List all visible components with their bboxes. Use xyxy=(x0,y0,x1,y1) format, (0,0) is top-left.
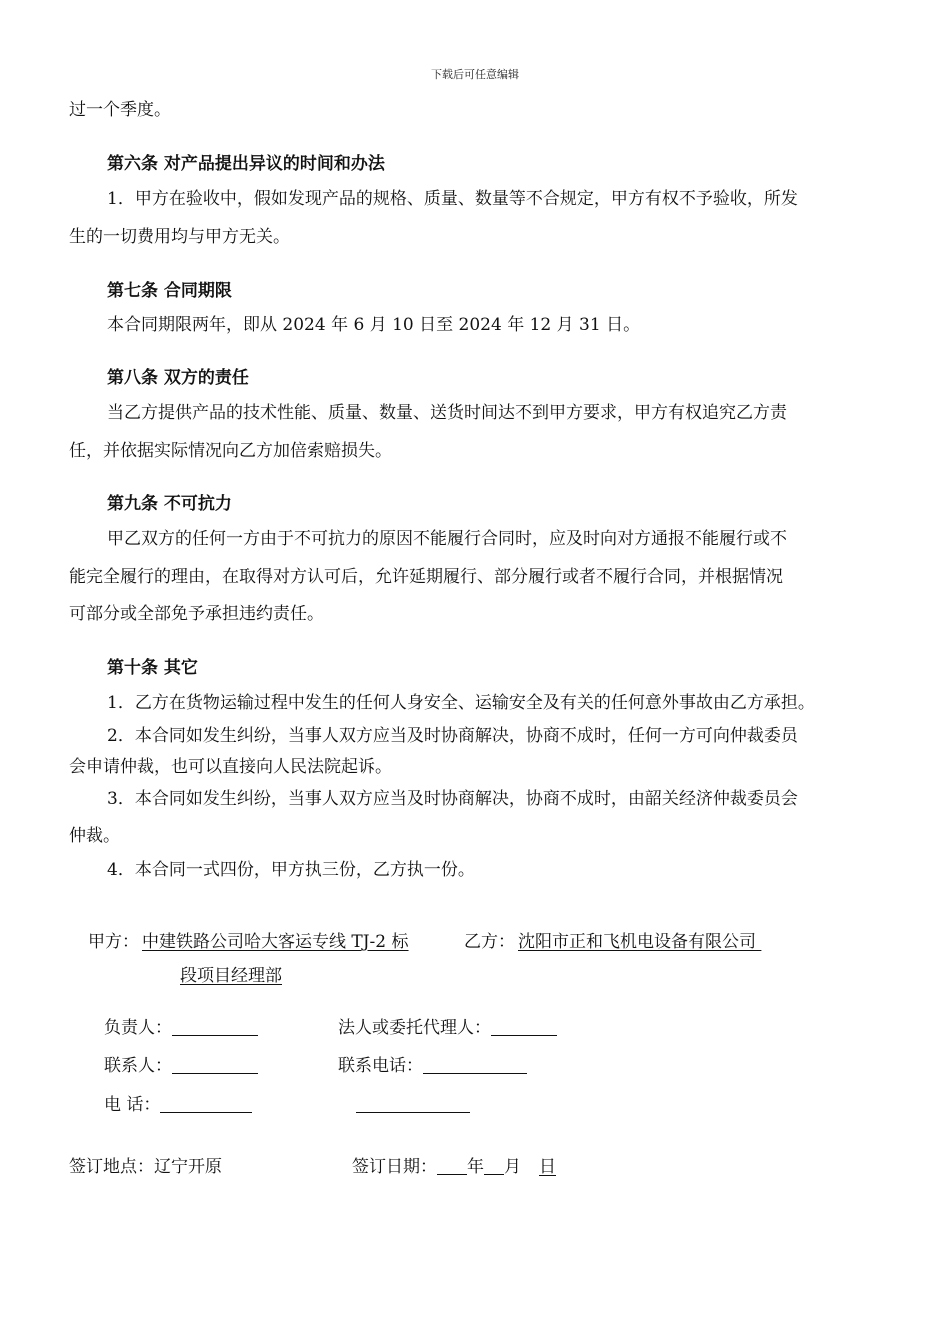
month-blank[interactable] xyxy=(484,1156,504,1175)
owner-blank[interactable] xyxy=(172,1017,258,1036)
legal-rep-field xyxy=(338,1017,557,1039)
year-blank[interactable] xyxy=(437,1156,467,1175)
signing-place-label: 签订地点： xyxy=(69,1157,154,1177)
phone-blank[interactable] xyxy=(160,1094,252,1113)
party-a-label: 甲方： xyxy=(88,932,139,952)
party-b-name: 沈阳市正和飞机电设备有限公司 xyxy=(518,932,756,952)
article-10-item-2-line-2: 会申请仲裁，也可以直接向人民法院起诉。 xyxy=(69,757,392,777)
phone-label: 电 话： xyxy=(104,1095,161,1115)
contact-phone-label: 联系电话： xyxy=(338,1056,423,1076)
article-10-item-4: 4．本合同一式四份，甲方执三份，乙方执一份。 xyxy=(107,860,475,880)
contact-phone-blank[interactable] xyxy=(423,1055,527,1074)
party-a-name-line-2: 段项目经理部 xyxy=(180,966,282,986)
owner-field xyxy=(104,1017,258,1039)
year-label: 年 xyxy=(467,1157,484,1177)
article-8-line-2: 任，并依据实际情况向乙方加倍索赔损失。 xyxy=(69,441,392,461)
intro-tail: 过一个季度。 xyxy=(69,100,171,120)
signing-place xyxy=(69,1156,222,1178)
party-b-label: 乙方： xyxy=(464,932,515,952)
signing-date xyxy=(352,1156,556,1178)
signing-place-value: 辽宁开原 xyxy=(154,1157,222,1177)
signing-date-label: 签订日期： xyxy=(352,1157,437,1177)
article-8-title: 第八条 双方的责任 xyxy=(107,368,249,388)
article-10-item-2-line-1: 2．本合同如发生纠纷，当事人双方应当及时协商解决，协商不成时，任何一方可向仲裁委员 xyxy=(107,726,798,746)
day-field[interactable] xyxy=(521,1157,556,1177)
article-9-line-3: 可部分或全部免予承担违约责任。 xyxy=(69,604,324,624)
legal-rep-blank[interactable] xyxy=(491,1017,557,1036)
article-6-title: 第六条 对产品提出异议的时间和办法 xyxy=(107,154,385,174)
article-9-line-1: 甲乙双方的任何一方由于不可抗力的原因不能履行合同时，应及时向对方通报不能履行或不 xyxy=(107,529,787,549)
article-8-line-1: 当乙方提供产品的技术性能、质量、数量、送货时间达不到甲方要求，甲方有权追究乙方责 xyxy=(107,403,787,423)
party-b-phone-blank[interactable] xyxy=(356,1094,470,1113)
article-10-item-3-line-1: 3．本合同如发生纠纷，当事人双方应当及时协商解决，协商不成时，由韶关经济仲裁委员会 xyxy=(107,789,798,809)
page-header: 下载后可任意编辑 xyxy=(431,68,519,81)
contact-field xyxy=(104,1055,258,1077)
article-7-line-1: 本合同期限两年，即从 2024 年 6 月 10 日至 2024 年 12 月 31 日。 xyxy=(107,315,641,335)
contact-label: 联系人： xyxy=(104,1056,172,1076)
owner-label: 负责人： xyxy=(104,1018,172,1038)
day-label: 日 xyxy=(539,1157,556,1177)
legal-rep-label: 法人或委托代理人： xyxy=(338,1018,491,1038)
article-10-item-3-line-2: 仲裁。 xyxy=(69,826,120,846)
phone-field xyxy=(104,1094,252,1116)
article-10-title: 第十条 其它 xyxy=(107,658,198,678)
article-6-line-1: 1．甲方在验收中，假如发现产品的规格、质量、数量等不合规定，甲方有权不予验收，所发 xyxy=(107,189,798,209)
article-9-line-2: 能完全履行的理由，在取得对方认可后，允许延期履行、部分履行或者不履行合同，并根据情况 xyxy=(69,567,783,587)
article-9-title: 第九条 不可抗力 xyxy=(107,494,232,514)
article-6-line-2: 生的一切费用均与甲方无关。 xyxy=(69,227,290,247)
month-label: 月 xyxy=(504,1157,521,1177)
contact-phone-field xyxy=(338,1055,527,1077)
article-7-title: 第七条 合同期限 xyxy=(107,281,232,301)
party-a-name-line-1: 中建铁路公司哈大客运专线 TJ-2 标 xyxy=(142,932,409,952)
article-10-item-1: 1．乙方在货物运输过程中发生的任何人身安全、运输安全及有关的任何意外事故由乙方承担。 xyxy=(107,693,815,713)
contact-blank[interactable] xyxy=(172,1055,258,1074)
party-b-phone-field xyxy=(356,1094,470,1116)
